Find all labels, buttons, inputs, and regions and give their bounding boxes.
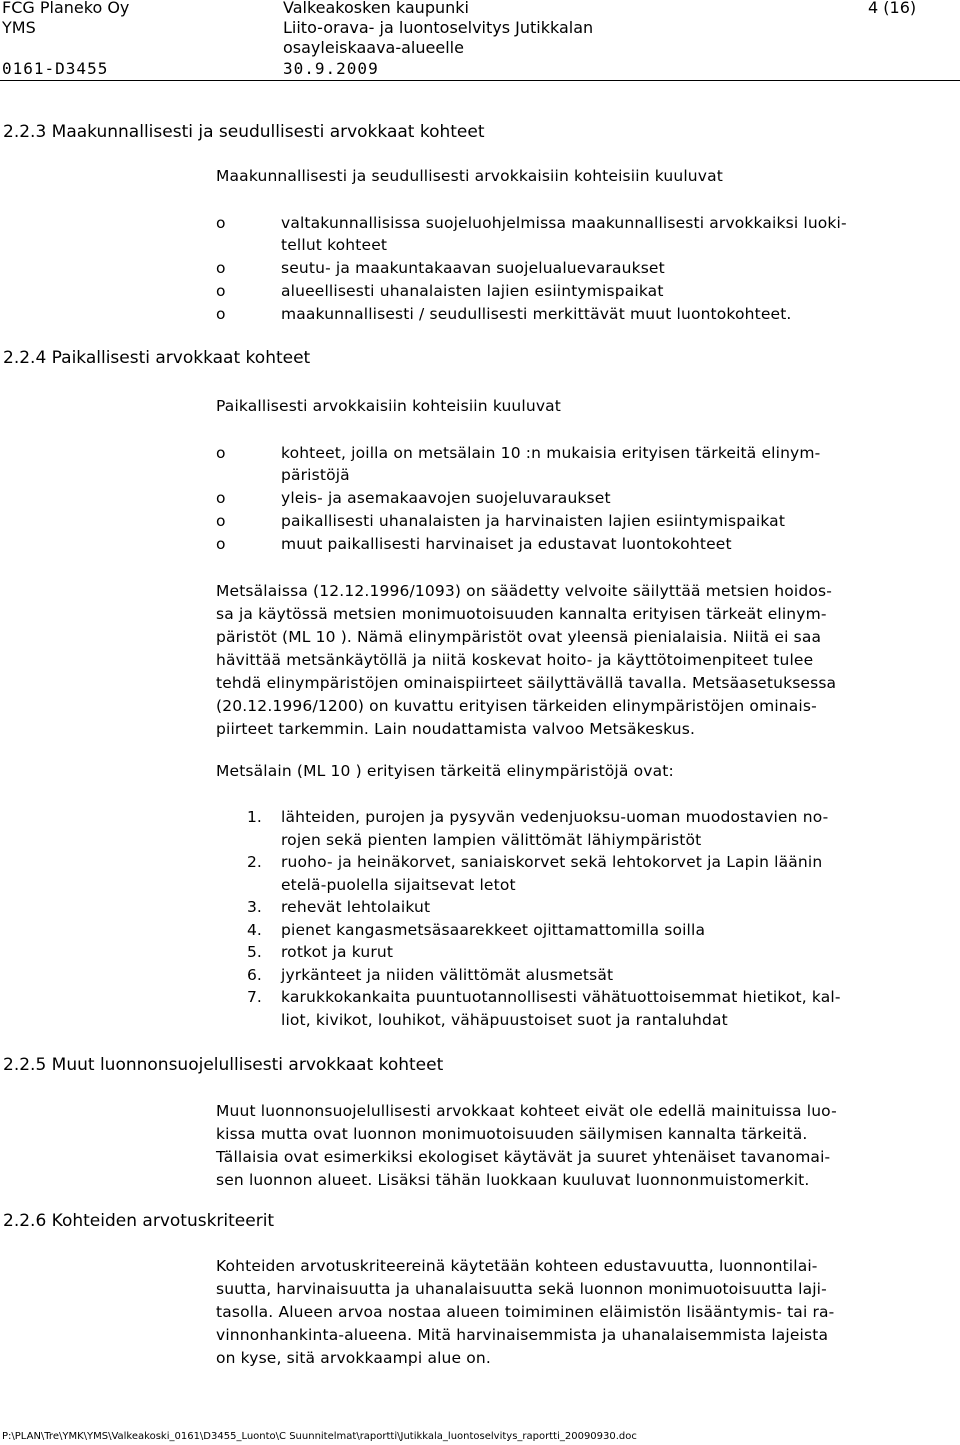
list-number: 1. xyxy=(247,808,262,826)
list-number: 6. xyxy=(247,966,262,984)
paragraph-line: suutta, harvinaisuutta ja uhanalaisuutta sekä luonnon monimuotoisuutta laji- xyxy=(216,1280,827,1298)
paragraph-line: piirteet tarkemmin. Lain noudattamista valvoo Metsäkeskus. xyxy=(216,720,696,738)
list-item: seutu- ja maakuntakaavan suojelualuevaraukset xyxy=(281,259,665,277)
company-name: FCG Planeko Oy xyxy=(2,0,130,17)
paragraph-line: on kyse, sitä arvokkaampi alue on. xyxy=(216,1349,491,1367)
list-item: kohteet, joilla on metsälain 10 :n mukaisia erityisen tärkeitä elinym- xyxy=(281,444,821,462)
list-item: jyrkänteet ja niiden välittömät alusmetsät xyxy=(281,966,614,984)
list-number: 5. xyxy=(247,943,262,961)
paragraph-line: päristöt (ML 10 ). Nämä elinympäristöt ovat yleensä pienialaisia. Niitä ei saa xyxy=(216,628,822,646)
list-item-continuation: liot, kivikot, louhikot, vähäpuustoiset suot ja rantaluhdat xyxy=(281,1011,728,1029)
header-divider xyxy=(0,80,960,81)
paragraph-line: Metsälaissa (12.12.1996/1093) on säädetty velvoite säilyttää metsien hoidos- xyxy=(216,582,832,600)
section-intro: Paikallisesti arvokkaisiin kohteisiin kuuluvat xyxy=(216,397,562,415)
bullet-marker: o xyxy=(216,444,226,462)
paragraph-line: hävittää metsänkäytöllä ja niitä koskevat hoito- ja käyttötoimenpiteet tulee xyxy=(216,651,814,669)
list-item: ruoho- ja heinäkorvet, saniaiskorvet sekä lehtokorvet ja Lapin läänin xyxy=(281,853,823,871)
list-item: rehevät lehtolaikut xyxy=(281,898,431,916)
bullet-marker: o xyxy=(216,512,226,530)
paragraph-line: kissa mutta ovat luonnon monimuotoisuuden säilymisen kannalta tärkeitä. xyxy=(216,1125,808,1143)
paragraph-line: sen luonnon alueet. Lisäksi tähän luokkaan kuuluvat luonnonmuistomerkit. xyxy=(216,1171,810,1189)
paragraph-line: tasolla. Alueen arvoa nostaa alueen toimiminen eläimistön lisääntymis- tai ra- xyxy=(216,1303,835,1321)
list-item: maakunnallisesti / seudullisesti merkittävät muut luontokohteet. xyxy=(281,305,792,323)
list-number: 4. xyxy=(247,921,262,939)
project-number: 0161-D3455 xyxy=(2,59,109,78)
list-item: alueellisesti uhanalaisten lajien esiintymispaikat xyxy=(281,282,664,300)
list-number: 2. xyxy=(247,853,262,871)
bullet-marker: o xyxy=(216,489,226,507)
footer-file-path: P:\PLAN\Tre\YMK\YMS\Valkeakoski_0161\D3455_Luonto\C Suunnitelmat\raportti\Jutikkala_luontoselvitys_raportti_20090930.doc xyxy=(2,1431,637,1442)
section-heading-2-2-5: 2.2.5 Muut luonnonsuojelullisesti arvokkaat kohteet xyxy=(3,1055,444,1075)
document-title-line2: osayleiskaava-alueelle xyxy=(283,38,464,57)
list-item: lähteiden, purojen ja pysyvän vedenjuoksu-uoman muodostavien no- xyxy=(281,808,829,826)
section-heading-2-2-4: 2.2.4 Paikallisesti arvokkaat kohteet xyxy=(3,348,311,368)
page-number: 4 (16) xyxy=(868,0,917,17)
bullet-marker: o xyxy=(216,214,226,232)
list-item: yleis- ja asemakaavojen suojeluvaraukset xyxy=(281,489,611,507)
section-heading-2-2-6: 2.2.6 Kohteiden arvotuskriteerit xyxy=(3,1211,275,1231)
document-title-line1: Liito-orava- ja luontoselvitys Jutikkalan xyxy=(283,18,594,37)
client-name: Valkeakosken kaupunki xyxy=(283,0,469,17)
paragraph-line: Tällaisia ovat esimerkiksi ekologiset käytävät ja suuret yhtenäiset tavanomai- xyxy=(216,1148,831,1166)
list-item: muut paikallisesti harvinaiset ja edustavat luontokohteet xyxy=(281,535,732,553)
bullet-marker: o xyxy=(216,259,226,277)
paragraph-line: Muut luonnonsuojelullisesti arvokkaat kohteet eivät ole edellä mainituissa luo- xyxy=(216,1102,837,1120)
list-item-continuation: rojen sekä pienten lampien välittömät lähiympäristöt xyxy=(281,831,702,849)
list-item: rotkot ja kurut xyxy=(281,943,394,961)
list-number: 3. xyxy=(247,898,262,916)
numbered-list-intro: Metsälain (ML 10 ) erityisen tärkeitä elinympäristöjä ovat: xyxy=(216,762,674,780)
list-item: paikallisesti uhanalaisten ja harvinaisten lajien esiintymispaikat xyxy=(281,512,786,530)
list-number: 7. xyxy=(247,988,262,1006)
list-item: pienet kangasmetsäsaarekkeet ojittamattomilla soilla xyxy=(281,921,706,939)
list-item-continuation: päristöjä xyxy=(281,466,350,484)
paragraph-line: sa ja käytössä metsien monimuotoisuuden kannalta erityisen tärkeät elinym- xyxy=(216,605,827,623)
paragraph-line: (20.12.1996/1200) on kuvattu erityisen tärkeiden elinympäristöjen ominais- xyxy=(216,697,817,715)
document-date: 30.9.2009 xyxy=(283,59,379,78)
list-item: karukkokankaita puuntuotannollisesti vähätuottoisemmat hietikot, kal- xyxy=(281,988,841,1006)
list-item-continuation: tellut kohteet xyxy=(281,236,388,254)
paragraph-line: tehdä elinympäristöjen ominaispiirteet säilyttävällä tavalla. Metsäasetuksessa xyxy=(216,674,837,692)
section-intro: Maakunnallisesti ja seudullisesti arvokkaisiin kohteisiin kuuluvat xyxy=(216,167,723,185)
paragraph-line: Kohteiden arvotuskriteereinä käytetään kohteen edustavuutta, luonnontilai- xyxy=(216,1257,818,1275)
list-item: valtakunnallisissa suojeluohjelmissa maakunnallisesti arvokkaiksi luoki- xyxy=(281,214,847,232)
paragraph-line: vinnonhankinta-alueena. Mitä harvinaisemmista ja uhanalaisemmista lajeista xyxy=(216,1326,829,1344)
list-item-continuation: etelä-puolella sijaitsevat letot xyxy=(281,876,516,894)
bullet-marker: o xyxy=(216,535,226,553)
bullet-marker: o xyxy=(216,282,226,300)
section-heading-2-2-3: 2.2.3 Maakunnallisesti ja seudullisesti arvokkaat kohteet xyxy=(3,122,485,142)
bullet-marker: o xyxy=(216,305,226,323)
department: YMS xyxy=(2,18,36,37)
